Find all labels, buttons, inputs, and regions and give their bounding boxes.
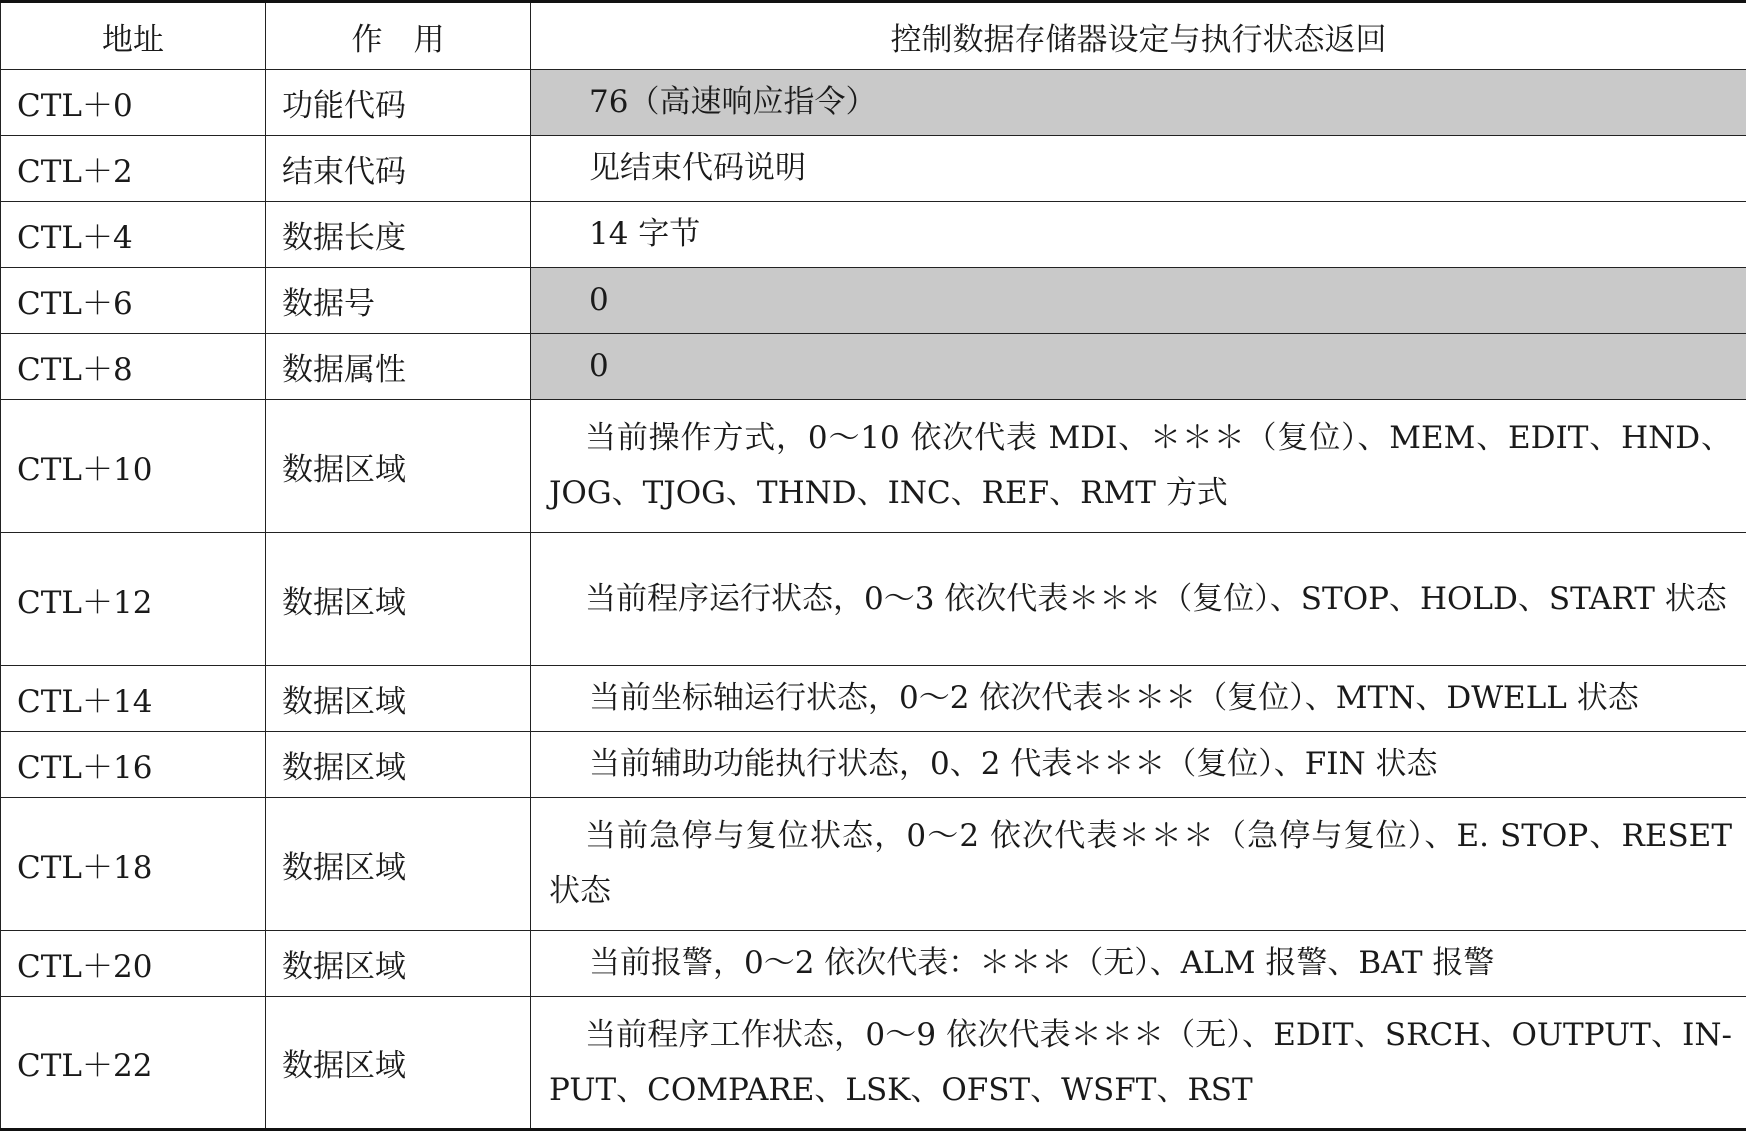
table-row [1,666,1746,732]
cell-description [531,732,1746,798]
cell-description [531,400,1746,533]
cell-description [531,136,1746,202]
cell-description [531,70,1746,136]
cell-address: CTL＋20 [1,931,266,997]
description-text: 当前程序运行状态，0～3 依次代表＊＊＊（复位）、STOP、HOLD、START 状态 [585,580,1727,617]
table-row [1,268,1746,334]
cell-address: CTL＋2 [1,136,266,202]
cell-description [531,666,1746,732]
cell-role: 数据号 [266,268,531,334]
cell-role: 数据属性 [266,334,531,400]
cell-role: 数据区域 [266,400,531,533]
table-row [1,136,1746,202]
table-row [1,400,1746,533]
cell-address: CTL＋0 [1,70,266,136]
cell-role: 数据区域 [266,533,531,666]
description-text: 0 [589,348,609,384]
cell-role: 功能代码 [266,70,531,136]
description-text: 当前坐标轴运行状态，0～2 依次代表＊＊＊（复位）、MTN、DWELL 状态 [589,680,1639,716]
description-text: 0 [589,282,609,318]
cell-role: 数据长度 [266,202,531,268]
description-text: 当前辅助功能执行状态，0、2 代表＊＊＊（复位）、FIN 状态 [589,746,1438,782]
cell-role: 结束代码 [266,136,531,202]
cell-address: CTL＋4 [1,202,266,268]
cell-role: 数据区域 [266,732,531,798]
cell-address: CTL＋8 [1,334,266,400]
description-text: 14 字节 [589,216,701,252]
description-text: 当前程序工作状态，0～9 依次代表＊＊＊（无）、EDIT、SRCH、OUTPUT、IN-PUT、COMPARE、LSK、OFST、WSFT、RST [549,1016,1732,1108]
cell-role: 数据区域 [266,997,531,1130]
cell-description [531,997,1746,1130]
cell-description [531,931,1746,997]
header-address: 地址 [1,2,266,70]
cell-address: CTL＋10 [1,400,266,533]
table-row [1,798,1746,931]
cell-address: CTL＋16 [1,732,266,798]
table-row [1,732,1746,798]
description-text: 当前报警，0～2 依次代表：＊＊＊（无）、ALM 报警、BAT 报警 [589,945,1495,981]
description-text: 76（高速响应指令） [589,84,877,120]
cell-description [531,533,1746,666]
table-header-row [1,2,1746,70]
table-body [1,70,1746,1130]
cell-description [531,268,1746,334]
cell-address: CTL＋12 [1,533,266,666]
header-description: 控制数据存储器设定与执行状态返回 [531,2,1746,70]
table-row [1,533,1746,666]
cell-address: CTL＋14 [1,666,266,732]
description-text: 当前急停与复位状态，0～2 依次代表＊＊＊（急停与复位）、E. STOP、RESET 状态 [549,818,1732,909]
cell-address: CTL＋6 [1,268,266,334]
cell-role: 数据区域 [266,666,531,732]
cell-role: 数据区域 [266,798,531,931]
table-row [1,931,1746,997]
table-row [1,70,1746,136]
header-role: 作 用 [266,2,531,70]
cell-description [531,798,1746,931]
table-row [1,334,1746,400]
table-row [1,202,1746,268]
cell-address: CTL＋22 [1,997,266,1130]
cell-role: 数据区域 [266,931,531,997]
cell-address: CTL＋18 [1,798,266,931]
table-row [1,997,1746,1130]
description-text: 当前操作方式，0～10 依次代表 MDI、＊＊＊（复位）、MEM、EDIT、HND、JOG、TJOG、THND、INC、REF、RMT 方式 [549,420,1732,511]
description-text: 见结束代码说明 [589,150,806,186]
cell-description [531,202,1746,268]
cell-description [531,334,1746,400]
